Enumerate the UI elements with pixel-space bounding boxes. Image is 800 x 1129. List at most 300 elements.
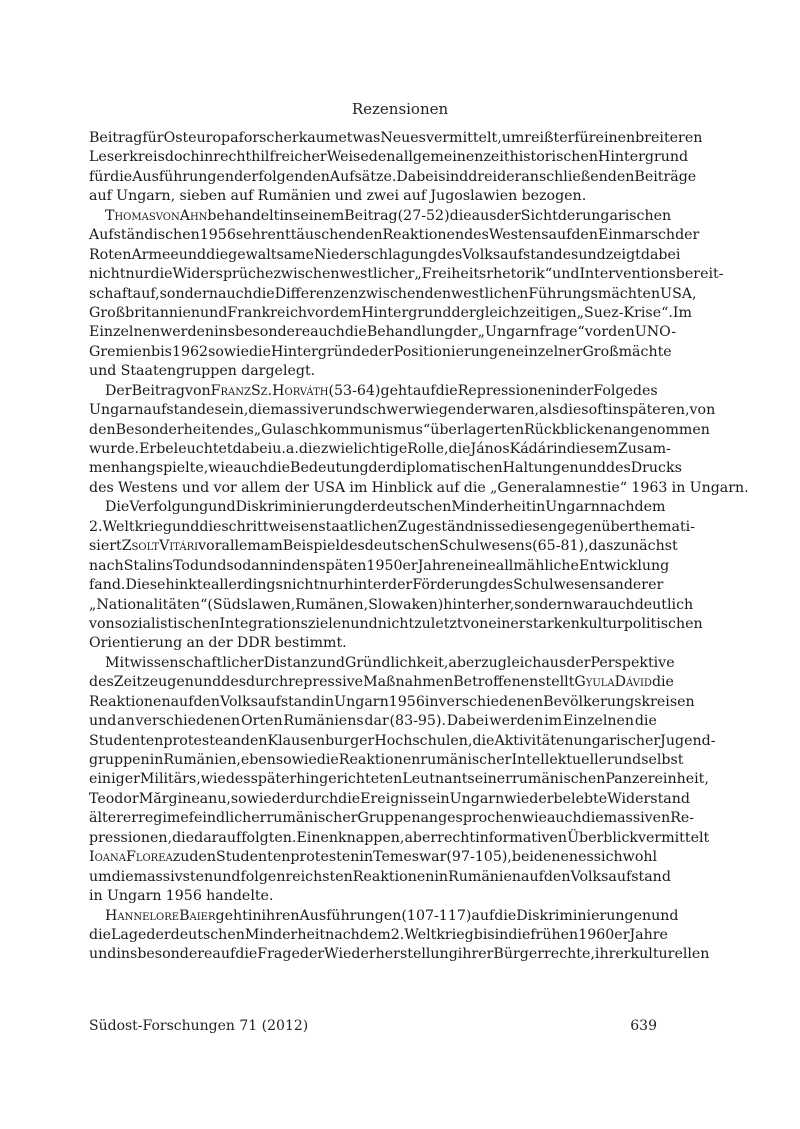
word: Rolle, xyxy=(407,441,449,457)
word: späteren, xyxy=(621,402,690,419)
word: des xyxy=(89,479,114,496)
word: den xyxy=(424,285,452,302)
word: der xyxy=(234,168,259,185)
word: die xyxy=(172,829,195,846)
word: wie xyxy=(208,460,234,477)
text-line xyxy=(89,265,724,284)
word: Aufsätze. xyxy=(329,168,397,185)
word: auch xyxy=(310,324,345,341)
word: die xyxy=(338,790,361,807)
word: Dabei xyxy=(446,713,489,730)
word: werden xyxy=(489,713,544,730)
word: die xyxy=(199,518,222,535)
word: Hintergrund xyxy=(361,304,452,321)
word: zwischen xyxy=(273,266,340,283)
word: und xyxy=(89,713,117,730)
word: Minderheit xyxy=(451,499,532,516)
word: einzelner xyxy=(515,343,583,360)
text-line xyxy=(89,226,700,245)
word: die xyxy=(110,168,133,185)
word: des xyxy=(464,227,489,244)
word: Hochschulen, xyxy=(374,732,473,749)
word: und xyxy=(208,499,236,516)
word: zeithistorischen xyxy=(483,149,598,166)
word: Westens xyxy=(488,227,549,244)
word: dabei xyxy=(232,441,273,457)
word: zugleich xyxy=(481,654,542,671)
word: die xyxy=(634,713,657,730)
word: in xyxy=(434,868,449,885)
word: insbesondere xyxy=(214,324,311,341)
word: an xyxy=(117,713,135,730)
text-line xyxy=(89,732,716,751)
word: frühen xyxy=(530,926,579,943)
word: Re- xyxy=(670,810,695,827)
word: UNO- xyxy=(634,324,677,341)
word: Beiträge xyxy=(634,168,697,185)
word: in xyxy=(359,849,374,866)
word: Jugoslawien xyxy=(430,188,518,205)
word: diesem xyxy=(566,441,618,457)
text-line xyxy=(89,673,674,692)
author-name-word: Vitári xyxy=(159,538,199,555)
text-line xyxy=(89,479,749,498)
word: Osteuropaforscher xyxy=(163,130,299,146)
author-name-word: Sz. xyxy=(250,382,273,399)
word: sehr xyxy=(235,227,268,244)
author-name-word: Dávid xyxy=(614,674,652,691)
word: Widersprüche xyxy=(172,266,274,283)
word: um xyxy=(89,868,112,885)
word: in xyxy=(671,479,686,496)
word: auf xyxy=(436,479,460,496)
word: folgenden xyxy=(258,168,330,185)
word: Er xyxy=(139,441,157,457)
word: wohl xyxy=(622,849,658,866)
word: zwei xyxy=(366,188,400,205)
word: Schulwesens xyxy=(438,538,533,555)
word: 1956 xyxy=(165,888,202,905)
word: Armee xyxy=(131,246,179,263)
word: auf xyxy=(548,227,572,244)
word: und xyxy=(181,479,210,496)
word: die xyxy=(448,441,471,457)
word: Minderheit xyxy=(244,926,326,943)
word: vor xyxy=(307,304,331,321)
word: und xyxy=(651,907,679,924)
word: in xyxy=(608,402,622,419)
word: die xyxy=(248,343,271,360)
word: durch xyxy=(296,790,339,807)
word: recht xyxy=(437,829,476,846)
word: Widerstand xyxy=(607,790,690,807)
word: aber xyxy=(404,829,438,846)
word: Hinblick xyxy=(371,479,433,496)
word: siert xyxy=(89,538,122,555)
word: der xyxy=(675,227,700,244)
text-line xyxy=(89,168,697,187)
word: ein, xyxy=(221,402,249,419)
word: die xyxy=(508,926,531,943)
text-line xyxy=(89,868,671,887)
word: werden xyxy=(160,324,215,341)
word: dem xyxy=(634,499,666,516)
word: wie xyxy=(291,752,317,768)
word: von xyxy=(462,615,489,632)
word: die xyxy=(581,810,604,827)
word: zwielichtige xyxy=(320,441,408,457)
word: im xyxy=(544,713,563,730)
word: selbst xyxy=(641,752,684,768)
word: des xyxy=(437,246,463,263)
word: deutschen xyxy=(170,926,245,943)
word: Ungarn, xyxy=(116,188,176,205)
word: überlagerten xyxy=(430,421,525,438)
word: Westens xyxy=(118,479,178,496)
word: Volksaufstand xyxy=(220,693,321,710)
word: Beitrag xyxy=(89,130,143,146)
word: Drucks xyxy=(630,460,682,477)
word: in xyxy=(531,499,546,516)
word: einen xyxy=(595,130,636,146)
word: Hintergründe xyxy=(270,343,370,360)
word: Der xyxy=(105,382,132,399)
word: es xyxy=(578,849,594,866)
word: dem xyxy=(330,304,362,321)
text-line xyxy=(89,829,710,848)
text-line xyxy=(89,440,671,459)
word: Ausführungen xyxy=(132,168,235,185)
word: „Gulaschkommunismus“ xyxy=(253,421,431,438)
word: und xyxy=(334,402,362,419)
word: der xyxy=(146,926,171,943)
word: Maßnahmen xyxy=(363,674,454,691)
word: diesen xyxy=(510,518,558,535)
word: dargelegt. xyxy=(241,363,316,380)
text-line xyxy=(89,634,657,653)
word: gewaltsame xyxy=(228,246,315,263)
word: hinter xyxy=(344,577,389,594)
word: aber xyxy=(448,654,482,671)
word: deutschen xyxy=(377,499,452,516)
word: in xyxy=(424,693,439,710)
word: des xyxy=(340,538,365,555)
word: recht xyxy=(213,149,252,166)
word: nicht xyxy=(89,266,126,283)
word: Neues xyxy=(380,130,426,146)
word: hingerichteten xyxy=(296,771,403,788)
word: Leserkreis xyxy=(89,149,165,166)
word: Rumäniens xyxy=(283,713,364,730)
word: Rumänien xyxy=(257,188,331,205)
word: den xyxy=(240,732,268,749)
word: deutschen xyxy=(364,538,439,555)
word: behandelt xyxy=(207,207,280,224)
word: Führungsmächten xyxy=(528,285,661,302)
word: den xyxy=(608,324,635,341)
text-line xyxy=(89,557,670,576)
word: nach xyxy=(89,557,124,574)
word: Entwicklung xyxy=(578,557,670,574)
word: er xyxy=(559,130,575,146)
text-line xyxy=(89,285,697,304)
word: angesprochen xyxy=(420,810,522,827)
word: 1950er xyxy=(366,557,418,574)
word: massiven xyxy=(603,810,671,827)
text-line xyxy=(89,421,710,440)
text-line xyxy=(89,187,657,206)
word: 1962 xyxy=(171,343,209,360)
word: des xyxy=(632,382,658,399)
word: der xyxy=(284,479,309,496)
text-line xyxy=(89,654,675,673)
text-line xyxy=(89,343,672,362)
word: der xyxy=(352,499,378,516)
word: verschiedenen xyxy=(135,713,241,730)
word: Reaktionen xyxy=(338,752,421,768)
word: (27-52) xyxy=(397,207,450,224)
word: „Generalamnestie“ xyxy=(490,479,628,496)
word: (53-64) xyxy=(328,382,381,399)
word: Diskriminierung xyxy=(235,499,353,516)
word: aus xyxy=(471,207,497,224)
word: János xyxy=(470,441,510,457)
word: wissenschaftlicher xyxy=(129,654,264,671)
word: Frankreich xyxy=(227,304,308,321)
word: repressive xyxy=(288,674,364,691)
text-line xyxy=(89,382,657,401)
word: Einmarsch xyxy=(597,227,676,244)
word: der xyxy=(566,654,591,671)
author-name-word: Florea xyxy=(126,849,173,866)
word: „Freiheitsrhetorik“ xyxy=(414,266,553,283)
word: einer xyxy=(474,771,512,788)
word: der xyxy=(299,946,325,963)
word: „Nationalitäten“ xyxy=(89,596,208,613)
word: sowie xyxy=(230,790,272,807)
word: im xyxy=(349,479,368,496)
word: USA xyxy=(313,479,346,496)
word: Repressionen xyxy=(457,382,556,399)
word: die xyxy=(298,441,321,457)
word: in xyxy=(149,752,164,768)
word: auf xyxy=(521,868,544,885)
word: Militärs, xyxy=(139,771,201,788)
word: Förderung xyxy=(412,577,489,594)
word: anderer xyxy=(606,577,664,594)
word: Überblick xyxy=(567,829,638,846)
word: allerdings xyxy=(210,577,283,594)
word: oft xyxy=(588,402,609,419)
word: sondern xyxy=(514,596,573,613)
word: Wiederherstellung xyxy=(324,946,458,963)
word: in xyxy=(247,907,262,924)
word: den xyxy=(193,693,221,710)
author-name-word: Zsolt xyxy=(121,538,160,555)
word: insbesondere xyxy=(116,946,213,963)
word: (107-117) xyxy=(401,907,472,924)
word: 1963 xyxy=(631,479,668,496)
word: Perspektive xyxy=(590,654,675,671)
word: Studentenprotesten xyxy=(215,849,360,866)
text-line xyxy=(89,576,664,595)
word: rumänischen xyxy=(511,771,606,788)
text-line xyxy=(89,887,657,906)
word: diplomatischen xyxy=(392,460,503,477)
word: Teodor xyxy=(89,790,139,807)
word: älterer xyxy=(89,810,139,827)
word: Differenzen xyxy=(274,285,359,302)
word: den xyxy=(189,849,216,866)
word: Reaktionen xyxy=(89,693,171,710)
word: sozialistischen xyxy=(114,615,220,632)
word: Bevölkerungskreisen xyxy=(543,693,695,710)
text-line xyxy=(89,148,689,167)
word: Tod xyxy=(173,557,200,574)
text-line xyxy=(89,693,695,712)
word: pressionen, xyxy=(89,829,173,846)
author-name-word: Gyula xyxy=(574,674,615,691)
word: menhang xyxy=(89,460,156,477)
word: eine xyxy=(465,557,496,574)
word: den xyxy=(368,149,396,166)
word: angenommen xyxy=(612,421,710,438)
word: und xyxy=(199,557,227,574)
word: und xyxy=(578,246,606,263)
author-name-word: Thomas xyxy=(105,207,156,224)
word: an xyxy=(186,635,205,652)
word: den xyxy=(543,868,571,885)
word: auf xyxy=(403,188,427,205)
word: zunächst xyxy=(613,538,678,555)
word: die xyxy=(435,382,458,399)
word: zeigt xyxy=(605,246,641,263)
word: 1956 xyxy=(388,693,425,710)
word: Studentenproteste xyxy=(89,732,224,749)
word: knappen, xyxy=(338,829,405,846)
word: an xyxy=(223,732,241,749)
word: (65-81), xyxy=(532,538,589,555)
word: und xyxy=(200,304,228,321)
word: Ungarn xyxy=(545,499,600,516)
word: Gründlichkeit, xyxy=(345,654,449,671)
word: wurde. xyxy=(89,441,140,457)
word: staatlichen xyxy=(318,518,398,535)
word: umreißt xyxy=(501,130,560,146)
word: die xyxy=(494,907,517,924)
word: schwerwiegender xyxy=(361,402,490,419)
word: spielte, xyxy=(155,460,209,477)
word: Mărgineanu, xyxy=(138,790,231,807)
word: hinterher, xyxy=(443,596,515,613)
word: die xyxy=(472,732,495,749)
text-line xyxy=(89,809,695,828)
word: Stalins xyxy=(123,557,174,574)
word: „Suez-Krise“. xyxy=(576,304,673,321)
word: in xyxy=(320,693,335,710)
word: Reaktionen xyxy=(382,227,465,244)
word: Zeitzeugen xyxy=(113,674,194,691)
word: sieben xyxy=(179,188,227,205)
word: auch xyxy=(546,810,582,827)
word: wiederbelebte xyxy=(504,790,608,807)
text-line xyxy=(89,596,694,615)
word: Ungarn xyxy=(106,888,162,905)
text-line xyxy=(89,207,672,226)
word: die xyxy=(268,460,291,477)
word: Jugend- xyxy=(660,732,716,749)
text-line xyxy=(89,848,657,867)
author-name-word: Hannelore xyxy=(105,907,180,924)
word: allgemeinen xyxy=(395,149,484,166)
author-name-word: Horváth xyxy=(272,382,329,399)
word: massivsten xyxy=(133,868,214,885)
word: Beitrag xyxy=(131,382,185,399)
word: vor xyxy=(584,324,609,341)
word: Frage xyxy=(257,946,300,963)
word: ihrer xyxy=(594,946,631,963)
text-line xyxy=(89,907,679,926)
word: und xyxy=(178,246,207,263)
word: auf xyxy=(471,907,495,924)
word: fand. xyxy=(89,577,126,594)
word: geht xyxy=(215,907,248,924)
word: Weise xyxy=(326,149,369,166)
word: des xyxy=(225,771,251,788)
word: von xyxy=(89,615,115,632)
word: nur xyxy=(125,266,151,283)
word: Rumänen, xyxy=(295,596,369,613)
word: des xyxy=(89,674,114,691)
text-line xyxy=(89,129,703,148)
word: 2. xyxy=(390,926,405,943)
word: rumänischer xyxy=(420,752,512,768)
word: Roten xyxy=(89,246,132,263)
word: gleichzeitigen xyxy=(475,304,577,321)
word: regimefeindlicher xyxy=(138,810,267,827)
word: Ungarnaufstandes xyxy=(89,402,222,419)
word: die xyxy=(316,752,339,768)
word: a. xyxy=(285,441,299,457)
word: u. xyxy=(272,441,286,457)
text-line xyxy=(89,926,668,945)
word: Ungarn xyxy=(449,790,505,807)
word: Aufständischen xyxy=(89,227,200,244)
word: und xyxy=(552,266,580,283)
text-line xyxy=(89,401,716,420)
word: war xyxy=(572,596,600,613)
word: dies xyxy=(559,402,589,419)
word: allem xyxy=(221,538,261,555)
body-text xyxy=(89,129,749,965)
text-line xyxy=(89,246,681,265)
text-line xyxy=(89,459,682,478)
word: Folge xyxy=(593,382,633,399)
word: folgten. xyxy=(241,829,297,846)
word: und xyxy=(350,615,378,632)
word: Orientierung xyxy=(89,635,183,652)
word: Slowaken) xyxy=(368,596,444,613)
word: auch xyxy=(600,596,635,613)
word: des xyxy=(221,674,247,691)
word: folgenreichsten xyxy=(240,868,353,885)
word: Interventionsbereit- xyxy=(579,266,724,283)
word: das xyxy=(588,538,614,555)
word: Betroffenen xyxy=(453,674,539,691)
word: handelte. xyxy=(206,888,274,905)
word: Einzelnen xyxy=(562,713,635,730)
word: schrittweisen xyxy=(221,518,319,535)
